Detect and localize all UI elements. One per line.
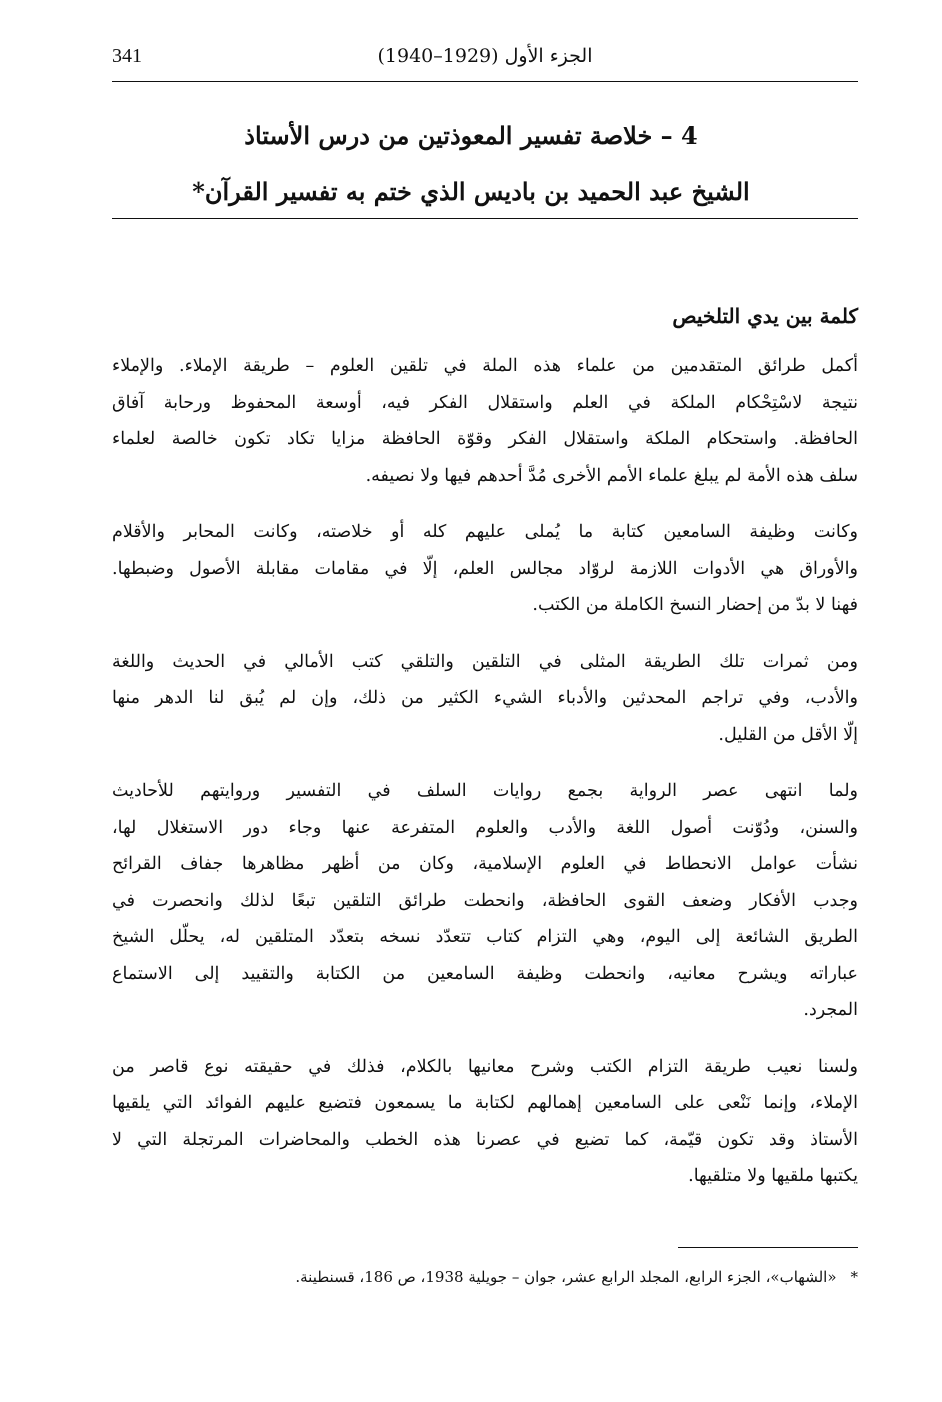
body-text xyxy=(112,348,858,1215)
title-rule xyxy=(112,218,858,219)
text-line: يكتبها ملقيها ولا متلقيها. xyxy=(688,1166,858,1186)
text-line: المجرد. xyxy=(803,1000,858,1020)
chapter-title-line-2: الشيخ عبد الحميد بن باديس الذي ختم به تفسير القرآن* xyxy=(192,177,750,206)
text-line: ولسنا نعيب طريقة التزام الكتب وشرح معانيها بالكلام، فذلك في حقيقته نوع قاصر من xyxy=(112,1056,858,1077)
paragraph xyxy=(112,1049,858,1195)
text-line: والأدب، وفي تراجم المحدثين والأدباء الشيء الكثير من ذلك، وإن لم يُبق لنا الدهر منها xyxy=(112,688,858,708)
paragraph xyxy=(112,644,858,754)
text-line: الإملاء، وإنما نَنْعى على السامعين إهمالهم لكتابة ما يسمعون فتضيع عليهم الفوائد التي يلقيها xyxy=(112,1093,858,1113)
footnote-rule xyxy=(678,1247,858,1248)
header-rule xyxy=(112,81,858,82)
paragraph xyxy=(112,514,858,624)
text-line: إلّا الأقل من القليل. xyxy=(718,724,858,745)
text-line: فهنا لا بدّ من إحضار النسخ الكاملة من الكتب. xyxy=(532,595,858,615)
text-line: نتيجة لاسْتِحْكام الملكة في العلم واستقلال الفكر فيه، أوسعة المحفوظ ورحابة آفاق xyxy=(112,392,858,413)
text-line: وكانت وظيفة السامعين كتابة ما يُملى عليهم كله أو خلاصته، وكانت المحابر والأقلام xyxy=(112,522,858,542)
text-line: الأستاذ وقد تكون قيّمة، كما تضيع في عصرنا هذه الخطب والمحاضرات المرتجلة التي لا xyxy=(112,1129,858,1150)
footnote xyxy=(112,1262,858,1292)
text-line: والأوراق هي الأدوات اللازمة لروّاد مجالس العلم، إلّا في مقامات مقابلة الأصول وضبطها. xyxy=(112,558,858,579)
text-line: عباراته ويشرح معانيه، وانحطت وظيفة السامعين من الكتابة والتقييد إلى الاستماع xyxy=(112,963,858,984)
chapter-title-line-1: 4 – خلاصة تفسير المعوذتين من درس الأستاذ xyxy=(244,121,698,150)
running-title: الجزء الأول (1929–1940) xyxy=(377,45,593,67)
text-line: وجدب الأفكار وضعف القوى الحافظة، وانحطت طرائق التلقين تبعًا لذلك وانحصرت في xyxy=(112,890,858,911)
footnote-text: «الشهاب»، الجزء الرابع، المجلد الرابع عشر، جوان – جويلية 1938، ص 186، قسنطينة. xyxy=(295,1268,837,1286)
text-line: الحافظة. واستحكام الملكة واستقلال الفكر وقوّة الحافظة مزايا تكاد تكون خالصة لعلماء xyxy=(112,429,858,449)
text-line: سلف هذه الأمة لم يبلغ علماء الأمم الأخرى مُدَّ أحدهم فيها ولا نصيفه. xyxy=(365,465,858,486)
text-line: نشأت عوامل الانحطاط في العلوم الإسلامية، وكان من أظهر مظاهرها جفاف القرائح xyxy=(112,854,858,874)
text-line: ولما انتهى عصر الرواية بجمع روايات السلف في التفسير وروايتهم للأحاديث xyxy=(112,781,858,801)
page-number: 341 xyxy=(112,45,142,67)
paragraph xyxy=(112,773,858,1029)
chapter-title xyxy=(100,108,842,220)
text-line: أكمل طرائق المتقدمين من علماء هذه الملة في تلقين العلوم – طريقة الإملاء. والإملاء xyxy=(112,356,858,376)
running-header xyxy=(112,40,858,76)
text-line: والسنن، ودُوّنت أصول اللغة والأدب والعلوم المتفرعة عنها وجاء دور الاستغلال لها، xyxy=(112,817,858,838)
text-line: ومن ثمرات تلك الطريقة المثلى في التلقين والتلقي كتب الأمالي في الحديث واللغة xyxy=(112,651,858,672)
footnote-marker: * xyxy=(850,1268,858,1286)
section-heading: كلمة بين يدي التلخيص xyxy=(672,304,858,328)
text-line: الطريق الشائعة إلى اليوم، وهي التزام كتاب تتعدّد نسخه بتعدّد المتلقين له، يحلّل الشيخ xyxy=(112,927,858,947)
paragraph xyxy=(112,348,858,494)
